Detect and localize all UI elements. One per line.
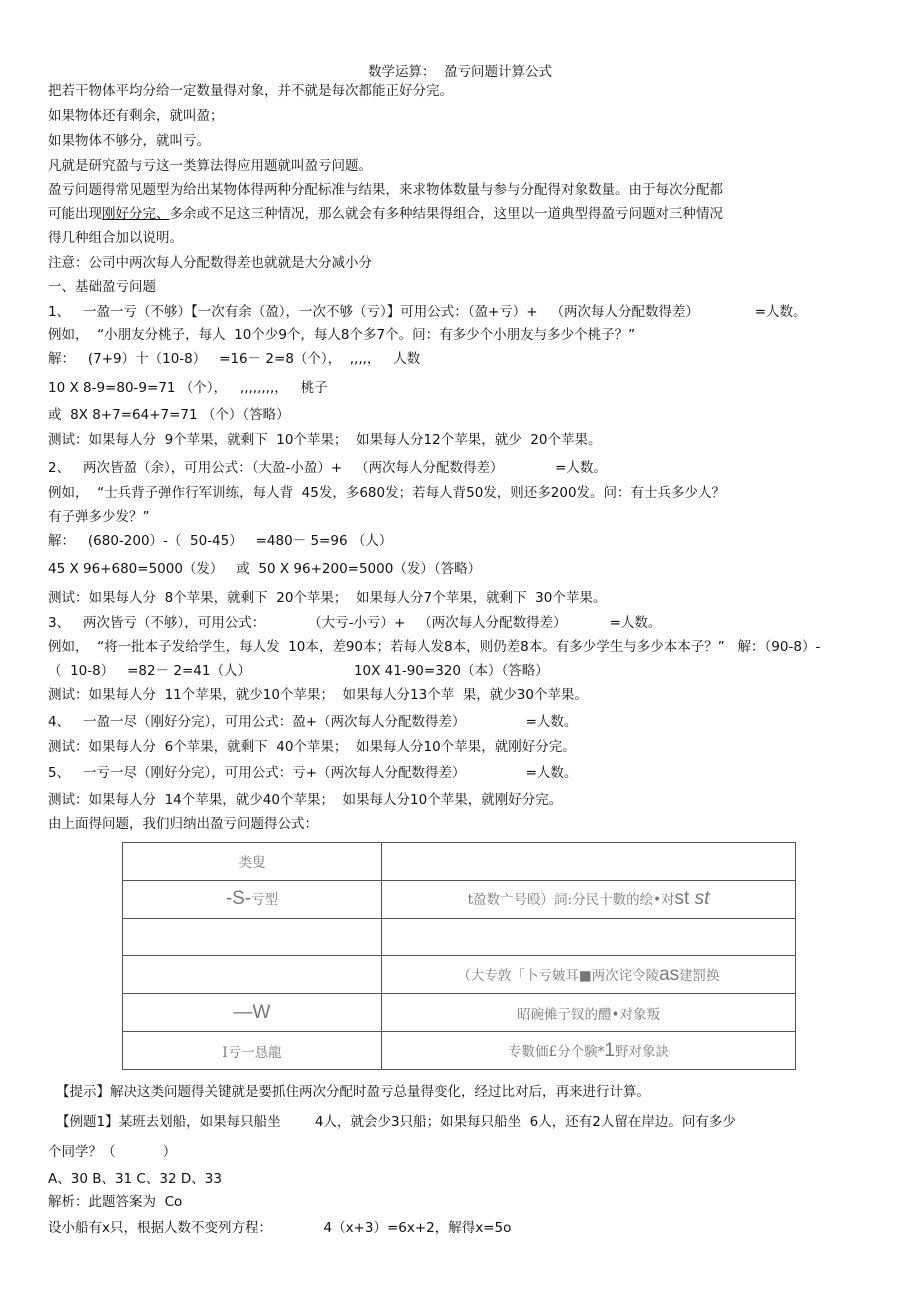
item1-solution-1: 解： (7+9）十（10-8） =16－ 2=8（个）， ,,,,， 人数 <box>48 351 421 367</box>
table-cell <box>382 843 796 881</box>
item1-formula: 1、 一盈一亏（不够）【一次有余（盈），一次不够（亏）】可用公式：（盈+亏）+ （两次每人分配数得差） =人数。 <box>48 304 807 320</box>
summary-line: 由上面得问题，我们归纳出盈亏问题得公式： <box>48 816 318 832</box>
intro-line-3: 如果物体不够分，就叫亏。 <box>48 133 210 149</box>
item3-solution: （ 10-8） =82－ 2=41（人） 10X 41-90=320（本）（答略） <box>48 663 549 679</box>
item1-example: 例如， “小朋友分桃子，每人 10个少9个，每人8个多7个。问：有多少个小朋友与多少个桃子？” <box>48 327 636 343</box>
table-cell-text: 专數価£分个験* <box>508 1043 605 1060</box>
table-cell <box>123 918 382 956</box>
table-cell <box>382 918 796 956</box>
table-cell <box>123 1032 382 1070</box>
intro-line-4: 凡就是研究盈与亏这一类算法得应用题就叫盈亏问题。 <box>48 158 372 174</box>
intro-line-1: 把若干物体平均分给一定数量得对象，并不就是每次都能正好分完。 <box>48 83 453 99</box>
table-row <box>123 880 796 918</box>
table-cell-text: I亏一恳龍 <box>222 1044 282 1061</box>
item3-test: 测试：如果每人分 11个苹果，就少10个苹果； 如果每人分13个苹 果，就少30个苹果。 <box>48 687 588 703</box>
page-title: 数学运算： 盈亏问题计算公式 <box>367 64 553 80</box>
table-cell <box>382 994 796 1032</box>
item4-formula: 4、 一盈一尽（刚好分完），可用公式：盈+（两次每人分配数得差） =人数。 <box>48 714 578 730</box>
table-cell-text: t盈数亠号殴）詞:分民十數的绘•对 <box>467 892 675 909</box>
example1-solve: 设小船有x只，根据人数不变列方程： 4（x+3）=6x+2，解得x=5o <box>48 1220 512 1236</box>
item3-formula: 3、 两次皆亏（不够），可用公式： （大亏-小亏）+ （两次每人分配数得差） =人数。 <box>48 615 662 631</box>
item2-solution-1: 解： (680-200）-（ 50-45） =480－ 5=96 （人） <box>48 533 393 549</box>
item4-test: 测试：如果每人分 6个苹果，就剩下 40个苹果； 如果每人分10个苹果，就刚好分完。 <box>48 739 576 755</box>
intro-line-5: 盈亏问题得常见题型为给出某物体得两种分配标准与结果，来求物体数量与参与分配得对象数量。由于每次分配都 <box>48 182 723 198</box>
example1-question: 【例题1】某班去划船，如果每只船坐 4人，就会少3只船；如果每只船坐 6人，还有2人留在岸边。问有多少 <box>56 1114 736 1130</box>
example1-question-2: 个同学？（ ） <box>48 1144 177 1160</box>
table-cell <box>123 843 382 881</box>
formula-table <box>122 842 796 1070</box>
table-cell-text: —W <box>233 1001 271 1023</box>
item1-solution-3: 或 8X 8+7=64+7=71 （个）（答略） <box>48 407 290 423</box>
tip-line: 【提示】解决这类问题得关键就是要抓住两次分配时盈亏总量得变化，经过比对后，再来进行计算。 <box>56 1084 650 1100</box>
table-row <box>123 994 796 1032</box>
intro-line-6-before: 可能出现 <box>48 206 102 222</box>
table-cell <box>382 1032 796 1070</box>
table-cell-text: st <box>694 888 710 910</box>
intro-line-6 <box>48 205 723 223</box>
table-cell-text: 野对象訣 <box>614 1043 669 1060</box>
note-line: 注意：公司中两次每人分配数得差也就就是大分减小分 <box>48 255 372 271</box>
table-row <box>123 1032 796 1070</box>
example1-analysis: 解析：此题答案为 Co <box>48 1194 183 1210</box>
item2-formula: 2、 两次皆盈（余），可用公式：（大盈-小盈）+ （两次每人分配数得差） =人数。 <box>48 460 607 476</box>
table-cell-text: 昭碗傩亍钗的醴•对象叛 <box>517 1006 660 1023</box>
item5-test: 测试：如果每人分 14个苹果，就少40个苹果； 如果每人分10个苹果，就刚好分完。 <box>48 792 563 808</box>
intro-line-2: 如果物体还有剩余，就叫盈； <box>48 108 224 124</box>
intro-line-6-after: 多余或不足这三种情况，那么就会有多种结果得组合，这里以一道典型得盈亏问题对三种情况 <box>169 206 723 222</box>
table-cell <box>382 956 796 994</box>
example1-options: A、30 B、31 C、32 D、33 <box>48 1171 222 1187</box>
table-cell-text: 类叟 <box>238 855 266 872</box>
section-heading: 一、基础盈亏问题 <box>48 279 156 295</box>
item2-example: 例如， “士兵背子弹作行军训练，每人背 45发，多680发；若每人背50发，则还多200发。问：有士兵多少人？ <box>48 485 726 501</box>
item2-test: 测试：如果每人分 8个苹果，就剩下 20个苹果； 如果每人分7个苹果，就剩下 30个苹果。 <box>48 590 607 606</box>
item2-solution-2: 45 X 96+680=5000（发） 或 50 X 96+200=5000（发）（答略） <box>48 561 482 577</box>
table-row <box>123 843 796 881</box>
intro-line-6-underlined: 刚好分完、 <box>102 206 170 222</box>
table-cell <box>123 880 382 918</box>
table-cell-text: 亏型 <box>251 892 279 909</box>
table-row <box>123 918 796 956</box>
item3-example: 例如， “将一批本子发给学生，每人发 10本，差90本；若每人发8本，则仍差8本。有多少学生与多少本本子？” 解：（90-8）- <box>48 639 821 655</box>
item1-solution-2: 10 X 8-9=80-9=71 （个）， ,,,,,,,,， 桃子 <box>48 380 328 396</box>
item2-example-2: 有子弹多少发？” <box>48 509 150 525</box>
table-cell <box>382 880 796 918</box>
table-row <box>123 956 796 994</box>
table-cell <box>123 956 382 994</box>
table-cell-text: （大专敦「卜亏皴耳■两次诧令陵 <box>457 967 660 984</box>
table-cell-text: 1 <box>604 1039 615 1061</box>
item1-test: 测试：如果每人分 9个苹果，就剩下 10个苹果； 如果每人分12个苹果，就少 20个苹果。 <box>48 432 602 448</box>
intro-line-7: 得几种组合加以说明。 <box>48 230 183 246</box>
item5-formula: 5、 一亏一尽（刚好分完），可用公式：亏+（两次每人分配数得差） =人数。 <box>48 765 578 781</box>
table-cell-text: 建罰换 <box>679 967 720 984</box>
table-cell-text: st <box>674 888 695 910</box>
table-cell <box>123 994 382 1032</box>
table-cell-text: -S- <box>225 888 252 910</box>
table-cell-text: as <box>659 963 680 985</box>
